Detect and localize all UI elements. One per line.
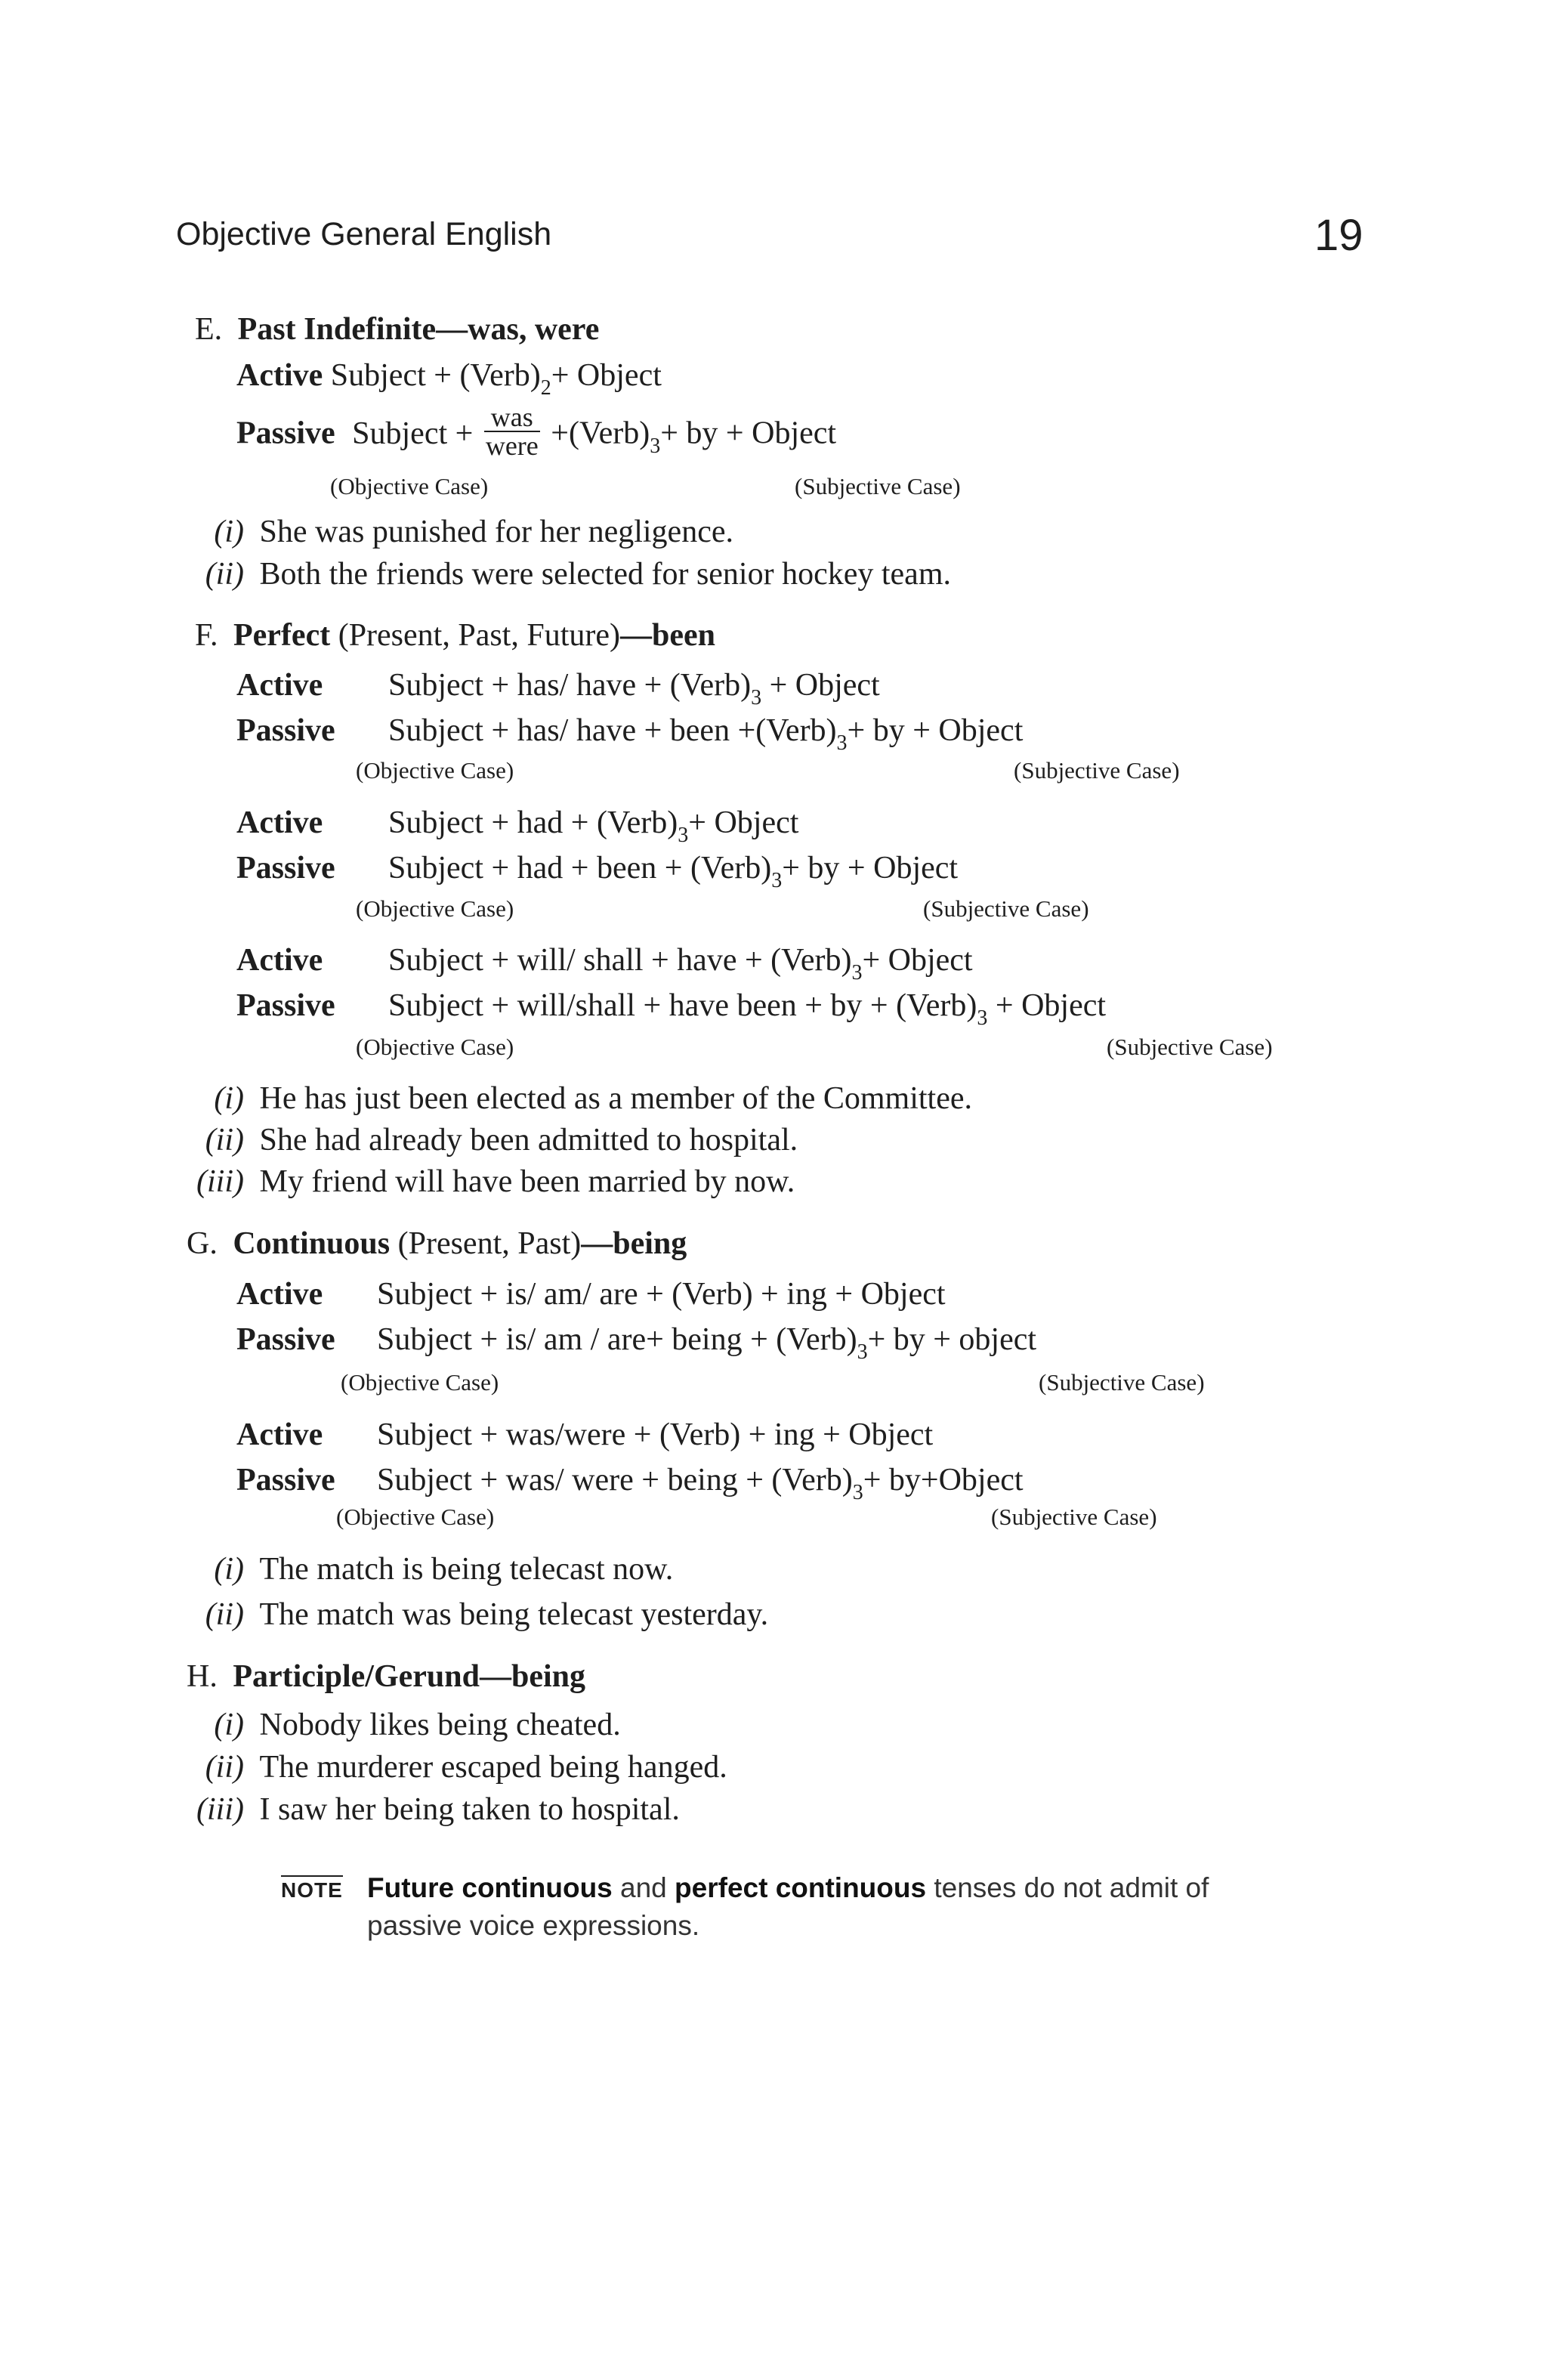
example-number: (iii) [196, 1164, 244, 1199]
active-label: Active [236, 943, 323, 978]
section-title: Past Indefinite—was, were [237, 312, 600, 347]
section-title: Perfect [233, 618, 331, 653]
rule-text: + Object [862, 943, 973, 978]
rule-text: + Object [761, 668, 880, 703]
note-emphasis: Future continuous [367, 1872, 613, 1903]
rule-text: Subject + had + been + (Verb) [388, 851, 772, 886]
rule-text: + Object [551, 358, 662, 393]
example-number: (iii) [196, 1792, 244, 1827]
rule-text: + by + Object [660, 416, 837, 451]
rule-text: + by + Object [782, 851, 959, 886]
example-text: She was punished for her negligence. [259, 515, 733, 549]
rule-text [377, 1322, 1037, 1364]
passive-label: Passive [236, 416, 335, 451]
example [176, 1709, 621, 1741]
section-e-passive-rule [236, 402, 837, 464]
example-number: (i) [214, 1552, 244, 1587]
section-title-detail: (Present, Past, Future) [330, 618, 620, 653]
section-h-heading [187, 1661, 585, 1692]
note-plain: and [612, 1872, 675, 1903]
rule-text: + Object [987, 988, 1107, 1023]
rule-text: + by+Object [863, 1463, 1024, 1498]
rule-text: Subject + has/ have + been +(Verb) [388, 713, 837, 748]
subscript: 3 [678, 824, 689, 847]
case-caption-objective: (Objective Case) [356, 895, 514, 922]
example [176, 1599, 768, 1630]
example-text: She had already been admitted to hospital. [259, 1123, 798, 1158]
example-text: The match is being telecast now. [259, 1552, 674, 1587]
rule-text: + Object [688, 805, 799, 840]
example-text: The murderer escaped being hanged. [259, 1750, 727, 1785]
case-caption-subjective: (Subjective Case) [795, 473, 961, 499]
case-caption-objective: (Objective Case) [356, 1034, 514, 1060]
case-caption-subjective: (Subjective Case) [1014, 757, 1180, 784]
subscript: 3 [852, 1481, 863, 1504]
page-number: 19 [1314, 211, 1363, 260]
note-emphasis: perfect continuous [675, 1872, 927, 1903]
rule-text: Subject + [352, 416, 474, 451]
example [176, 1083, 972, 1114]
example [176, 1751, 727, 1783]
rule-text [388, 851, 959, 892]
rule-text: Subject + will/ shall + have + (Verb) [388, 943, 852, 978]
case-caption-subjective: (Subjective Case) [1107, 1034, 1273, 1060]
example-text: The match was being telecast yesterday. [259, 1597, 769, 1632]
subscript: 3 [857, 1340, 868, 1364]
example [176, 516, 733, 548]
section-title-auxiliary: —been [620, 618, 715, 653]
fraction-numerator: was [484, 403, 540, 432]
example-number: (ii) [205, 1123, 244, 1158]
running-header-title: Objective General English [176, 216, 552, 252]
active-label: Active [236, 1277, 323, 1312]
example-text: Nobody likes being cheated. [259, 1708, 621, 1742]
subscript: 3 [977, 1006, 988, 1030]
section-title: Participle/Gerund—being [233, 1659, 585, 1694]
was-were-fraction [484, 403, 540, 459]
rule-text: Subject + was/ were + being + (Verb) [377, 1463, 853, 1498]
active-label: Active [236, 805, 323, 840]
rule-text [388, 943, 973, 984]
example-text: I saw her being taken to hospital. [259, 1792, 680, 1827]
subscript: 3 [751, 686, 762, 709]
case-caption-subjective: (Subjective Case) [1039, 1369, 1205, 1396]
example-text: Both the friends were selected for senior hockey team. [259, 557, 951, 592]
subscript: 3 [771, 869, 783, 892]
example-number: (i) [214, 515, 244, 549]
section-e-active-rule [236, 358, 662, 400]
rule-text [377, 1463, 1024, 1504]
example-number: (ii) [205, 1750, 244, 1785]
case-caption-objective: (Objective Case) [330, 473, 489, 499]
active-label: Active [236, 668, 323, 703]
example [176, 1553, 673, 1585]
note-line-2: passive voice expressions. [367, 1909, 700, 1941]
example-number: (i) [214, 1708, 244, 1742]
rule-text: + by + Object [847, 713, 1024, 748]
rule-text: Subject + is/ am/ are + (Verb) + ing + Object [377, 1277, 946, 1312]
case-caption-subjective: (Subjective Case) [991, 1504, 1157, 1530]
rule-text [388, 805, 799, 847]
rule-text: Subject + has/ have + (Verb) [388, 668, 752, 703]
passive-label: Passive [236, 1463, 335, 1498]
example-number: (i) [214, 1081, 244, 1116]
fraction-denominator: were [485, 431, 539, 461]
rule-text: Subject + will/shall + have been + by + (Verb) [388, 988, 977, 1023]
passive-label: Passive [236, 851, 335, 886]
section-letter: E. [195, 312, 223, 347]
section-f-heading [195, 620, 715, 651]
note-line-1 [367, 1869, 1209, 1907]
active-label: Active [236, 1417, 323, 1452]
passive-label: Passive [236, 1322, 335, 1357]
subscript: 3 [836, 731, 848, 755]
rule-text: Subject + had + (Verb) [388, 805, 678, 840]
example [176, 558, 951, 590]
section-g-heading [187, 1228, 687, 1260]
example-number: (ii) [205, 1597, 244, 1632]
rule-text [388, 988, 1107, 1030]
section-letter: H. [187, 1659, 218, 1694]
rule-text: Subject + is/ am / are+ being + (Verb) [377, 1322, 857, 1357]
subscript: 2 [540, 376, 551, 400]
note-badge: NOTE [281, 1875, 343, 1902]
example-text: He has just been elected as a member of the Committee. [259, 1081, 973, 1116]
rule-text: +(Verb) [551, 416, 650, 451]
subscript: 3 [851, 961, 863, 984]
active-label: Active [236, 358, 323, 393]
rule-text [388, 713, 1024, 755]
case-caption-objective: (Objective Case) [336, 1504, 495, 1530]
note-plain: tenses do not admit of [926, 1872, 1209, 1903]
section-title-detail: (Present, Past) [390, 1226, 582, 1261]
passive-label: Passive [236, 713, 335, 748]
rule-text: + by + object [867, 1322, 1037, 1357]
example [176, 1794, 680, 1825]
rule-text [388, 668, 880, 709]
passive-label: Passive [236, 988, 335, 1023]
rule-text: Subject + was/were + (Verb) + ing + Object [377, 1417, 934, 1452]
example-text: My friend will have been married by now. [259, 1164, 795, 1199]
subscript: 3 [650, 434, 661, 458]
section-letter: F. [195, 618, 218, 653]
note-text [367, 1869, 1209, 1945]
section-title: Continuous [233, 1226, 391, 1261]
case-caption-subjective: (Subjective Case) [923, 895, 1089, 922]
case-caption-objective: (Objective Case) [356, 757, 514, 784]
section-e-heading [195, 314, 599, 345]
example [176, 1166, 795, 1198]
section-letter: G. [187, 1226, 218, 1261]
example-number: (ii) [205, 557, 244, 592]
section-title-auxiliary: —being [581, 1226, 687, 1261]
example [176, 1124, 798, 1156]
case-caption-objective: (Objective Case) [341, 1369, 499, 1396]
rule-text: Subject + (Verb) [330, 358, 541, 393]
